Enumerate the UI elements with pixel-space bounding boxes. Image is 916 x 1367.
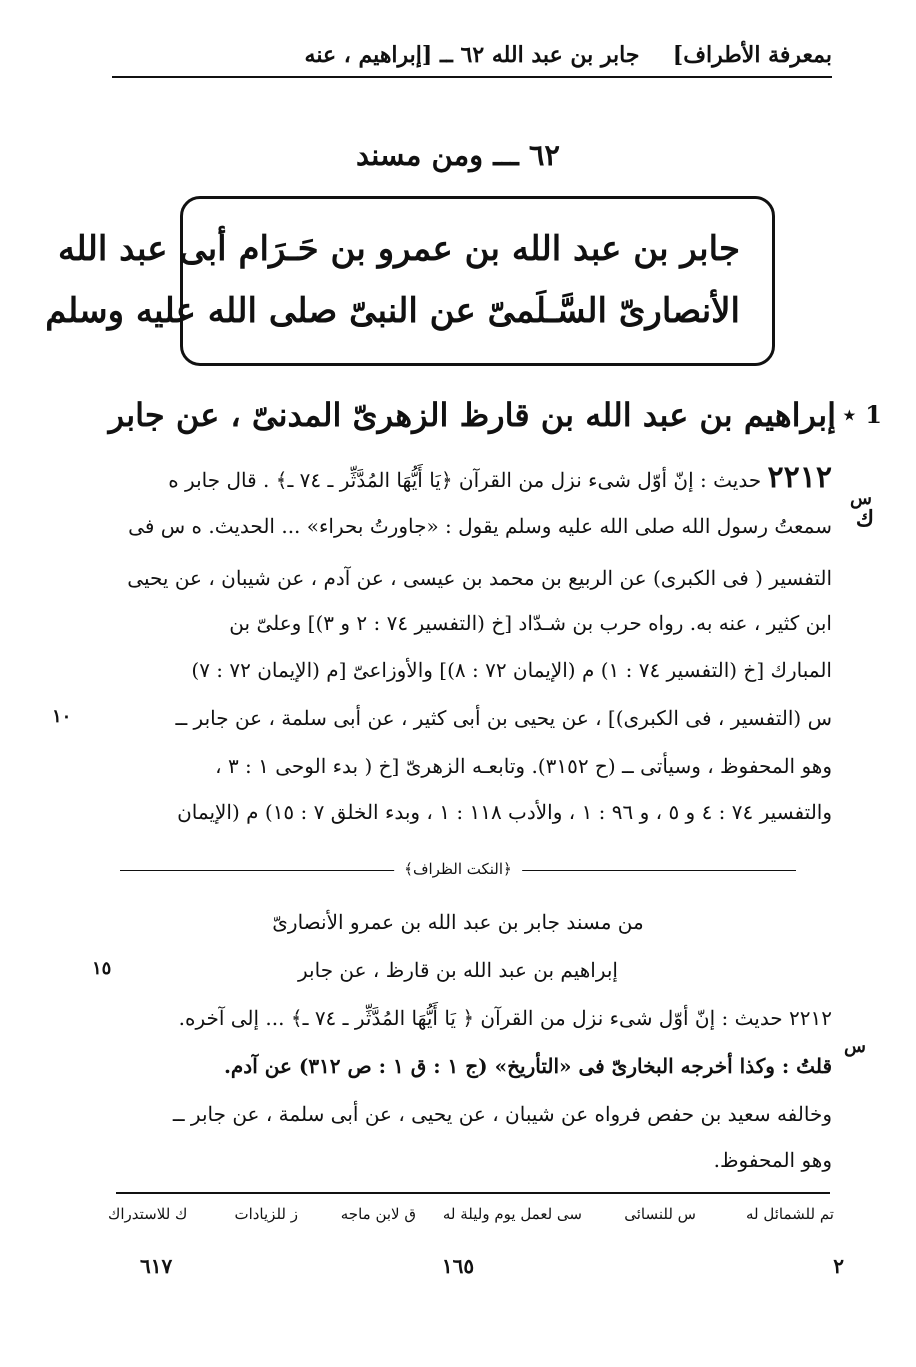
section-title: ٦٢ ـــ ومن مسند — [356, 138, 560, 172]
hadith-line-3: التفسير ( فى الكبرى) عن الربيع بن محمد بن عيسى ، عن آدم ، عن شيبان ، عن يحيى — [127, 566, 832, 590]
margin-line-number-15: ١٥ — [92, 958, 112, 979]
footnote-key-item: سى لعمل يوم وليلة له — [442, 1205, 582, 1223]
hadith-number: ٢٢١٢ — [767, 460, 832, 495]
running-header — [112, 38, 832, 78]
nukat-line-3: وخالفه سعيد بن حفص فرواه عن شيبان ، عن يحيى ، عن أبى سلمة ، عن جابر ــ — [172, 1102, 832, 1126]
footnote-key-item: س للنسائى — [624, 1205, 696, 1223]
margin-siglum-s2: س — [844, 1036, 866, 1057]
margin-siglum-k: ك — [855, 506, 874, 532]
header-rule — [112, 76, 832, 78]
footnote-key-item: ز للزيادات — [234, 1205, 298, 1223]
nukat-line-2: قلتُ : وكذا أخرجه البخارىّ فى «التأريخ» (ج ١ : ق ١ : ص ٣١٢) عن آدم. — [223, 1054, 832, 1078]
section-separator — [120, 860, 796, 880]
companion-name-box — [45, 196, 775, 366]
nukat-heading-1: من مسند جابر بن عبد الله بن عمرو الأنصارىّ — [272, 910, 644, 934]
hadith-line-8: والتفسير ٧٤ : ٤ و ٥ ، و ٩٦ : ١ ، والأدب ١١٨ : ١ ، وبدء الخلق ٧ : ١٥) م (الإيمان — [177, 800, 832, 824]
hadith-line-5: المبارك [خ (التفسير ٧٤ : ١) م (الإيمان ٧٢ : ٨)] والأوزاعىّ [م (الإيمان ٧٢ : ٧) — [191, 658, 832, 682]
nukat-line-4: وهو المحفوظ. — [713, 1148, 832, 1172]
header-right: بمعرفة الأطراف] — [672, 42, 832, 68]
hadith-line-2: سمعتُ رسول الله صلى الله عليه وسلم يقول : «جاورتُ بحراء» ... الحديث. ه س فى — [128, 514, 832, 538]
nukat-heading-2: إبراهيم بن عبد الله بن قارظ ، عن جابر — [298, 958, 618, 982]
footnote-key — [108, 1205, 834, 1231]
footnote-key-item: ق لابن ماجه — [340, 1205, 416, 1223]
footnote-key-item: تم للشمائل له — [745, 1205, 834, 1223]
hadith-line-4: ابن كثير ، عنه به. رواه حرب بن شـدّاد [خ (التفسير ٧٤ : ٢ و ٣)] وعلىّ بن — [229, 611, 832, 635]
hadith-line-7: وهو المحفوظ ، وسيأتى ــ (ح ٣١٥٢). وتابعـه الزهرىّ [خ ( بدء الوحى ١ : ٣ ، — [215, 754, 832, 778]
narrator-heading: إبراهيم بن عبد الله بن قارظ الزهرىّ المدنىّ ، عن جابر — [108, 396, 836, 434]
separator-label: ﴿النكت الظراف﴾ — [394, 860, 522, 878]
footer-page-number: ١٦٥ — [441, 1254, 475, 1278]
hadith-line-1 — [108, 460, 832, 495]
hadith-line-text: حديث : إنّ أوّل شىء نزل من القرآن ﴿يَا أَيُّهَا المُدَّثِّر ـ ٧٤ ـ﴾ . قال جابر ه — [168, 468, 762, 492]
footer-global-number: ٦١٧ — [140, 1254, 173, 1278]
margin-line-number-10: ١٠ — [52, 706, 72, 727]
name-line-2: الأنصارىّ السَّـلَمىّ عن النبىّ صلى الله عليه وسلم — [45, 291, 740, 331]
header-center: جابر بن عبد الله ٦٢ ــ [إبراهيم ، عنه — [304, 42, 640, 68]
name-line-1: جابر بن عبد الله بن عمرو بن حَـرَام أبى عبد الله — [58, 229, 740, 269]
footer-volume: ٢ — [833, 1254, 844, 1278]
footnote-key-item: ك للاستدراك — [108, 1205, 188, 1223]
hadith-line-6: س (التفسير ، فى الكبرى)] ، عن يحيى بن أبى كثير ، عن أبى سلمة ، عن جابر ــ — [175, 706, 832, 730]
margin-siglum-s: س — [850, 488, 872, 509]
narrator-number: 1 ⋆ — [841, 400, 882, 429]
nukat-line-1: ٢٢١٢ حديث : إنّ أوّل شىء نزل من القرآن ﴿ يَا أَيُّهَا المُدَّثِّر ـ ٧٤ ـ﴾ ... إلى آخره. — [178, 1006, 832, 1030]
footnote-rule — [116, 1192, 830, 1194]
